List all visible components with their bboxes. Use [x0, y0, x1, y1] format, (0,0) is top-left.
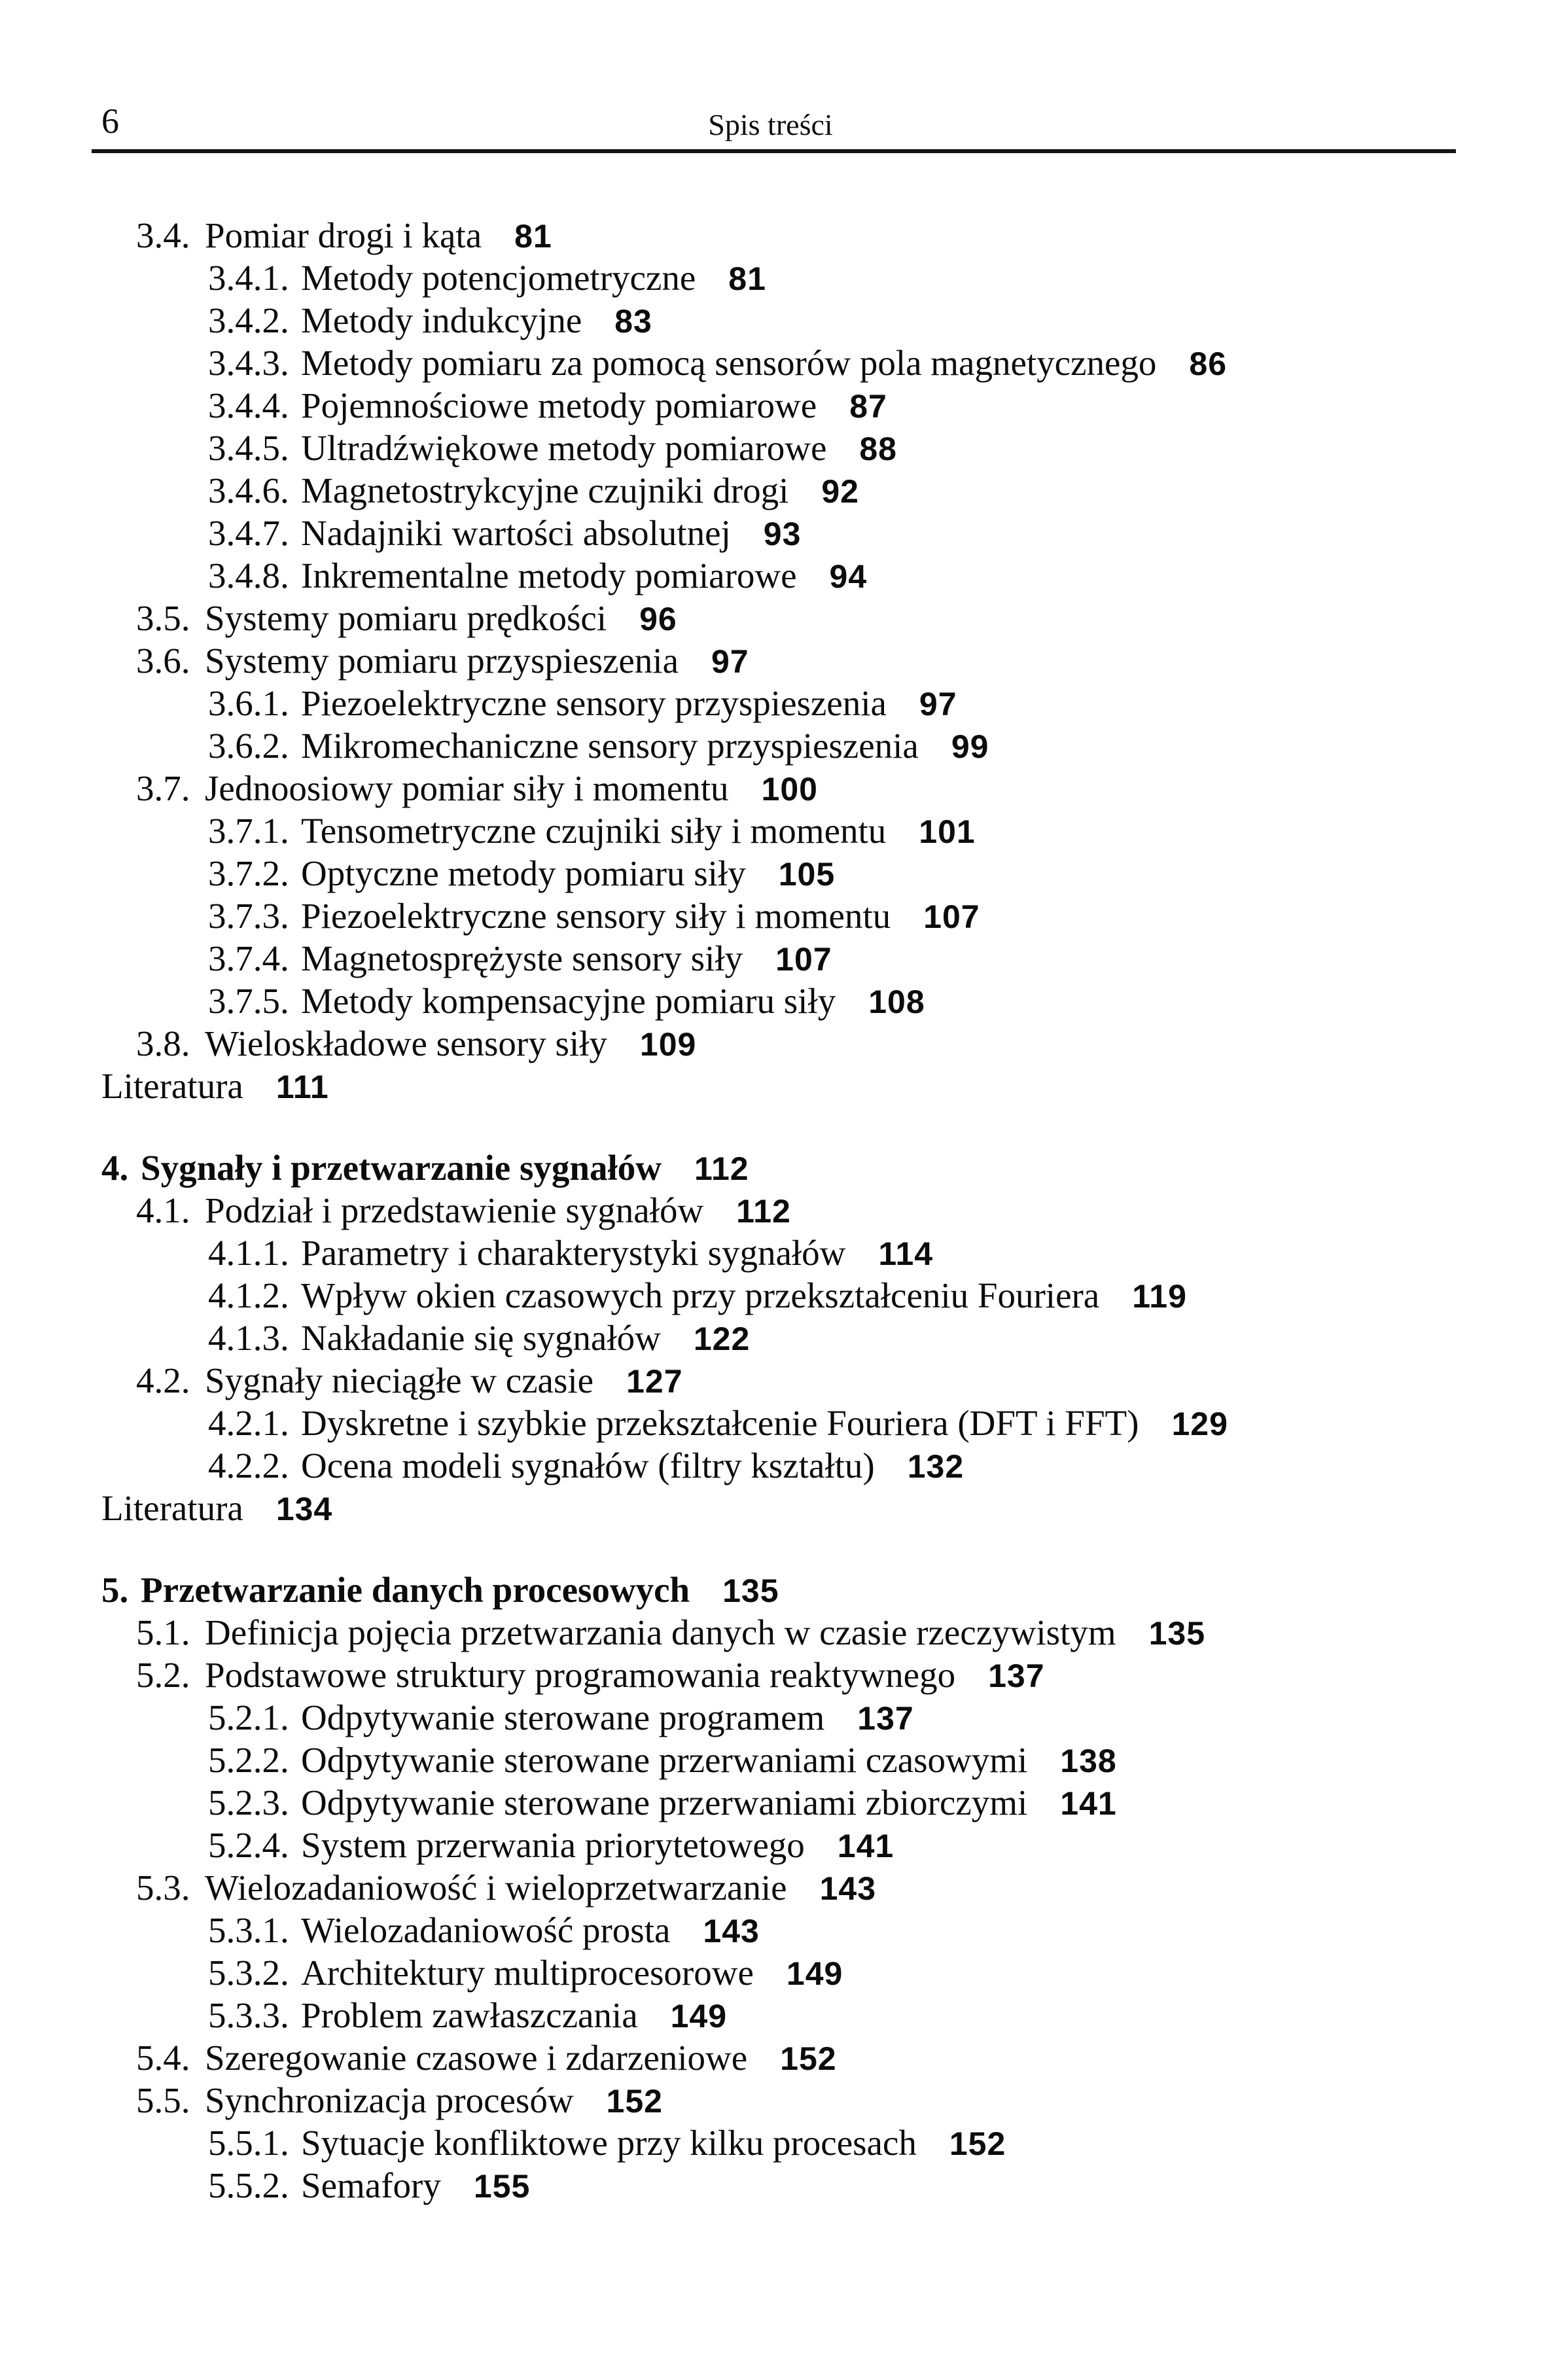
toc-entry-number: 5.5.1.	[208, 2123, 289, 2163]
toc-entry	[0, 427, 1541, 469]
toc-entry-number: 3.4.8.	[208, 556, 289, 595]
toc-entry-number: 5.2.4.	[208, 1825, 289, 1865]
toc-entry-title: Pomiar drogi i kąta	[205, 215, 482, 255]
toc-entry-page: 92	[821, 473, 859, 510]
toc-entry-title: Mikromechaniczne sensory przyspieszenia	[301, 726, 919, 766]
toc-entry-page: 93	[763, 516, 802, 552]
toc-entry-number: 3.4.2.	[208, 300, 289, 340]
toc-entry-number: 4.2.2.	[208, 1446, 289, 1485]
toc-entry-number: 5.1.	[136, 1612, 190, 1652]
toc-entry-title: Sytuacje konfliktowe przy kilku procesach	[301, 2123, 917, 2163]
toc-entry-page: 107	[775, 941, 832, 978]
toc-entry-number: 5.3.	[136, 1868, 190, 1908]
toc-entry-page: 141	[1060, 1785, 1117, 1822]
toc-entry-number: 5.3.1.	[208, 1910, 289, 1950]
toc-entry-page: 112	[694, 1150, 749, 1187]
toc-entry-number: 3.4.5.	[208, 428, 289, 468]
toc-entry-title: Synchronizacja procesów	[205, 2080, 574, 2120]
toc-entry	[0, 937, 1541, 980]
header-page-number: 6	[101, 101, 119, 141]
toc-entry	[0, 1022, 1541, 1065]
toc-entry-page: 97	[711, 643, 749, 680]
toc-entry-title: Odpytywanie sterowane przerwaniami zbiorczymi	[301, 1783, 1028, 1822]
toc-entry-page: 108	[868, 984, 925, 1020]
toc-entry-number: 3.4.3.	[208, 343, 289, 383]
toc-entry-title: Sygnały nieciągłe w czasie	[205, 1360, 594, 1400]
toc-entry-title: Architektury multiprocesorowe	[301, 1953, 754, 1993]
toc-entry-number: 4.	[101, 1148, 129, 1188]
toc-entry-page: 135	[1148, 1615, 1206, 1652]
toc-entry-number: 4.1.	[136, 1190, 190, 1230]
toc-entry	[0, 980, 1541, 1022]
toc-entry	[0, 469, 1541, 512]
toc-entry	[0, 1611, 1541, 1654]
toc-entry-title: Wielozadaniowość prosta	[301, 1910, 671, 1950]
toc-entry-page: 81	[514, 218, 552, 255]
toc-entry-number: 4.2.1.	[208, 1403, 289, 1443]
toc-entry-number: 5.5.2.	[208, 2165, 289, 2205]
toc-entry-page: 111	[275, 1069, 329, 1105]
toc-entry-title: Parametry i charakterystyki sygnałów	[301, 1233, 846, 1273]
toc-entry	[0, 1781, 1541, 1824]
toc-entry-title: Systemy pomiaru prędkości	[205, 598, 607, 638]
toc-entry	[0, 384, 1541, 427]
toc-entry-number: 3.6.1.	[208, 683, 289, 723]
toc-entry-title: Dyskretne i szybkie przekształcenie Fouriera (DFT i FFT)	[301, 1403, 1139, 1443]
toc-entry-number: 5.4.	[136, 2038, 190, 2078]
toc-entry-title: Nakładanie się sygnałów	[301, 1318, 661, 1358]
toc-entry	[0, 214, 1541, 257]
toc-entry-title: Podział i przedstawienie sygnałów	[205, 1190, 704, 1230]
toc-entry-page: 107	[923, 898, 980, 935]
toc-entry-page: 134	[275, 1491, 333, 1527]
toc-entry-page: 83	[614, 303, 652, 340]
toc-entry-number: 3.7.2.	[208, 853, 289, 893]
toc-entry-title: Nadajniki wartości absolutnej	[301, 513, 731, 553]
toc-entry	[0, 1402, 1541, 1444]
toc-entry-title: Odpytywanie sterowane przerwaniami czasowymi	[301, 1740, 1028, 1780]
header-rule	[92, 149, 1456, 153]
toc-entry-page: 97	[919, 686, 957, 722]
toc-entry	[0, 342, 1541, 384]
toc-entry-title: Ocena modeli sygnałów (filtry kształtu)	[301, 1446, 875, 1485]
toc-entry-page: 152	[780, 2040, 837, 2077]
toc-entry-number: 5.2.3.	[208, 1783, 289, 1822]
toc-entry-page: 87	[849, 388, 887, 425]
toc-entry-title: Sygnały i przetwarzanie sygnałów	[141, 1148, 662, 1188]
toc-entry	[0, 809, 1541, 852]
toc-entry-title: Metody pomiaru za pomocą sensorów pola magnetycznego	[301, 343, 1157, 383]
toc-entry-number: 3.8.	[136, 1023, 190, 1063]
toc-entry-page: 94	[829, 558, 868, 595]
toc-entry	[0, 2036, 1541, 2079]
toc-entry	[0, 554, 1541, 597]
toc-entry-title: Pojemnościowe metody pomiarowe	[301, 385, 817, 425]
toc-entry-page: 152	[606, 2083, 663, 2120]
toc-entry-title: Metody potencjometryczne	[301, 258, 696, 298]
toc-entry	[0, 1274, 1541, 1317]
toc-entry-title: Magnetostrykcyjne czujniki drogi	[301, 471, 789, 510]
toc-entry-page: 127	[626, 1363, 683, 1400]
toc-entry-number: 3.4.4.	[208, 385, 289, 425]
toc-entry-page: 149	[786, 1955, 843, 1992]
toc-entry	[0, 724, 1541, 767]
toc-entry-page: 138	[1060, 1743, 1117, 1779]
toc-entry	[0, 682, 1541, 724]
toc-entry-title: Piezoelektryczne sensory siły i momentu	[301, 896, 891, 936]
toc-entry-number: 5.3.3.	[208, 1995, 289, 2035]
toc-entry-page: 155	[473, 2168, 531, 2205]
toc-entry-title: Jednoosiowy pomiar siły i momentu	[205, 768, 729, 808]
toc-entry-title: Definicja pojęcia przetwarzania danych w czasie rzeczywistym	[205, 1612, 1116, 1652]
toc-entry-title: Szeregowanie czasowe i zdarzeniowe	[205, 2038, 748, 2078]
toc-entry-number: 3.6.2.	[208, 726, 289, 766]
toc-entry	[0, 852, 1541, 895]
toc-entry-page: 149	[670, 1998, 728, 2034]
toc-entry-number: 5.2.2.	[208, 1740, 289, 1780]
toc-entry-number: 3.5.	[136, 598, 190, 638]
toc-entry	[0, 767, 1541, 809]
toc-entry	[0, 1065, 1541, 1107]
toc-entry	[0, 2122, 1541, 2164]
toc-entry	[0, 1696, 1541, 1739]
toc-entry-title: Literatura	[101, 1066, 243, 1106]
toc-entry-title: Piezoelektryczne sensory przyspieszenia	[301, 683, 887, 723]
toc-entry-title: Tensometryczne czujniki siły i momentu	[301, 811, 887, 851]
toc-entry-title: Inkrementalne metody pomiarowe	[301, 556, 797, 595]
toc-entry-page: 122	[693, 1321, 751, 1357]
toc-entry	[0, 1951, 1541, 1994]
toc-entry-page: 141	[837, 1828, 894, 1864]
toc-entry-page: 143	[819, 1870, 877, 1907]
toc-entry	[0, 2079, 1541, 2122]
toc-entry-number: 5.2.	[136, 1655, 190, 1695]
toc-entry	[0, 1487, 1541, 1529]
toc-entry-page: 137	[988, 1658, 1045, 1694]
toc-entry-number: 4.1.1.	[208, 1233, 289, 1273]
toc-entry	[0, 1824, 1541, 1866]
toc-entry-page: 119	[1132, 1278, 1187, 1315]
toc-entry-page: 137	[857, 1700, 914, 1737]
toc-entry-page: 86	[1189, 346, 1228, 382]
toc-entry-title: Ultradźwiękowe metody pomiarowe	[301, 428, 827, 468]
toc-entry-number: 5.2.1.	[208, 1697, 289, 1737]
toc-entry-title: Literatura	[101, 1488, 243, 1528]
toc-entry-number: 3.4.1.	[208, 258, 289, 298]
toc-list	[0, 214, 1541, 2207]
toc-entry-title: Semafory	[301, 2165, 441, 2205]
toc-entry	[0, 1866, 1541, 1909]
toc-entry-page: 143	[703, 1913, 760, 1949]
toc-entry-page: 109	[639, 1026, 697, 1063]
toc-entry-title: Systemy pomiaru przyspieszenia	[205, 641, 679, 681]
toc-entry-number: 3.7.5.	[208, 981, 289, 1021]
toc-entry-title: Problem zawłaszczania	[301, 1995, 638, 2035]
toc-entry	[0, 639, 1541, 682]
toc-entry-title: System przerwania priorytetowego	[301, 1825, 805, 1865]
toc-entry-title: Wielozadaniowość i wieloprzetwarzanie	[205, 1868, 787, 1908]
running-header-title: Spis treści	[708, 108, 833, 141]
toc-entry-number: 3.7.	[136, 768, 190, 808]
toc-entry	[0, 597, 1541, 639]
toc-entry-number: 3.7.1.	[208, 811, 289, 851]
toc-entry-page: 100	[761, 771, 818, 808]
toc-entry-number: 3.4.7.	[208, 513, 289, 553]
toc-entry	[0, 895, 1541, 937]
toc-entry-number: 3.4.6.	[208, 471, 289, 510]
toc-entry-title: Optyczne metody pomiaru siły	[301, 853, 746, 893]
toc-entry	[0, 512, 1541, 554]
toc-entry-page: 101	[919, 813, 976, 850]
toc-entry-page: 96	[639, 601, 677, 637]
toc-entry-number: 3.7.4.	[208, 938, 289, 978]
toc-entry-page: 112	[736, 1193, 791, 1230]
toc-entry-number: 5.3.2.	[208, 1953, 289, 1993]
toc-entry-page: 135	[722, 1572, 779, 1609]
toc-entry-number: 4.2.	[136, 1360, 190, 1400]
toc-entry-title: Odpytywanie sterowane programem	[301, 1697, 825, 1737]
toc-entry	[0, 1317, 1541, 1359]
toc-entry-number: 5.5.	[136, 2080, 190, 2120]
toc-entry-title: Wieloskładowe sensory siły	[205, 1023, 607, 1063]
toc-entry	[0, 257, 1541, 299]
toc-entry-number: 4.1.2.	[208, 1275, 289, 1315]
toc-entry-page: 99	[951, 728, 989, 765]
toc-entry	[0, 1654, 1541, 1696]
toc-entry-title: Wpływ okien czasowych przy przekształceniu Fouriera	[301, 1275, 1100, 1315]
toc-entry	[0, 1359, 1541, 1402]
toc-entry	[0, 1146, 1541, 1189]
toc-entry	[0, 1909, 1541, 1951]
toc-entry-title: Podstawowe struktury programowania reaktywnego	[205, 1655, 956, 1695]
toc-entry-page: 81	[728, 260, 766, 297]
toc-entry-page: 105	[778, 856, 836, 893]
toc-entry	[0, 1739, 1541, 1781]
toc-entry-number: 4.1.3.	[208, 1318, 289, 1358]
toc-entry	[0, 299, 1541, 342]
toc-entry-title: Magnetosprężyste sensory siły	[301, 938, 743, 978]
toc-entry-page: 132	[907, 1448, 965, 1485]
toc-entry-page: 88	[859, 431, 897, 467]
toc-entry	[0, 1444, 1541, 1487]
toc-entry	[0, 2164, 1541, 2207]
toc-entry-title: Metody kompensacyjne pomiaru siły	[301, 981, 836, 1021]
toc-entry	[0, 1569, 1541, 1611]
toc-entry-page: 152	[949, 2125, 1006, 2162]
toc-entry-title: Przetwarzanie danych procesowych	[141, 1570, 690, 1610]
toc-entry-number: 3.7.3.	[208, 896, 289, 936]
toc-entry-title: Metody indukcyjne	[301, 300, 582, 340]
toc-entry	[0, 1994, 1541, 2036]
toc-entry-number: 3.4.	[136, 215, 190, 255]
toc-entry-page: 114	[878, 1235, 934, 1272]
toc-entry	[0, 1189, 1541, 1232]
toc-entry	[0, 1232, 1541, 1274]
toc-entry-number: 3.6.	[136, 641, 190, 681]
toc-entry-number: 5.	[101, 1570, 129, 1610]
toc-entry-page: 129	[1171, 1406, 1228, 1442]
